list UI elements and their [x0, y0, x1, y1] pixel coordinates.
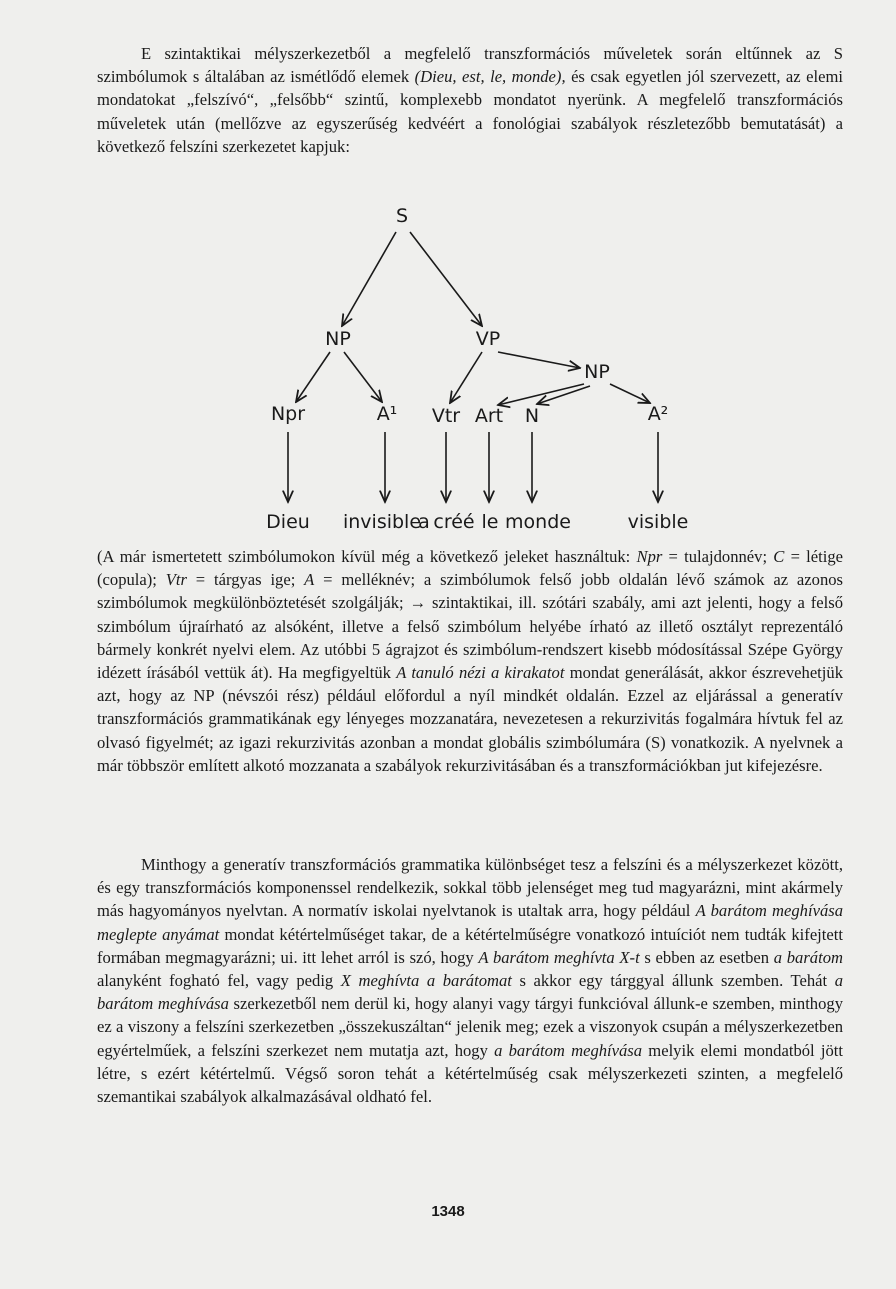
- branch-vp-vtr: [450, 352, 482, 403]
- tree-word-a: a: [418, 511, 430, 533]
- ambiguity-text: szerkezetből nem derül ki, hogy alanyi vagy tárgyi funkcióval állunk-e szemben, minthogy ez a viszony a felszíni szerkezetben „összekuszáltan“ jelenik meg; ezek a viszonyok csupán a mélyszerkezetben egyértelműek, a felszíni szerkezet nem mutatja azt, hogy: [97, 994, 843, 1060]
- symbol-npr: Npr: [636, 547, 663, 566]
- example-phrase: a barátom meghívása: [97, 971, 843, 1014]
- ambiguity-text: melyik elemi mondatból jött létre, s ezért kétértelmű. Végső soron tehát a kétértelműség csak mélyszerkezeti szinten, a megfelelő szemantikai szabályok alkalmazásával oldható fel.: [97, 1040, 843, 1107]
- tree-word-dieu: Dieu: [266, 511, 310, 533]
- symbols-text: (A már ismertetett szimbólumokon kívül még a következő jeleket használtuk:: [97, 547, 637, 566]
- paragraph-ambiguity: [97, 853, 843, 1108]
- tree-node-vp: VP: [475, 328, 501, 350]
- tree-node-art: Art: [474, 405, 504, 427]
- symbols-text: = melléknév; a szimbólumok felső jobb oldalán lévő számok az azonos szimbólumok megkülönböztetését szolgálják; → szintaktikai, ill. szótári szabály, ami azt jelenti, hogy a felső szimbólum újraírható az alsóként, illetve a felső szimbólum helyébe írható az illető osztályt reprezentáló bármely konkrét nyelvi elem. Az utóbbi 5 ágrajzot és szimbólum-rendszert kisebb módosítással Szépe György idézett írásából vettük át). Ha megfigyeltük: [97, 570, 843, 683]
- intro-italic-elements: (Dieu, est, le, monde),: [414, 67, 566, 87]
- tree-node-a2: A²: [647, 403, 669, 425]
- symbols-text: = tulajdonnév;: [662, 547, 774, 566]
- example-sentence: A tanuló nézi a kirakatot: [396, 663, 565, 683]
- tree-word-le: le: [481, 511, 499, 533]
- example-phrase: a barátom: [773, 947, 843, 967]
- example-sentence: A barátom meghívása meglepte anyámat: [97, 901, 843, 944]
- paragraph-symbols: [97, 545, 843, 777]
- example-sentence: X meghívta a barátomat: [340, 971, 512, 991]
- branch-np-a1: [344, 352, 382, 402]
- intro-text-1: E szintaktikai mélyszerkezetből a megfelelő transzformációs műveletek során eltűnnek az S szimbólumok s általában az ismétlődő elemek: [97, 44, 843, 87]
- tree-word-visible: visible: [627, 511, 689, 533]
- tree-node-npr: Npr: [270, 403, 306, 425]
- example-sentence: A barátom meghívta X-t: [478, 947, 640, 967]
- symbols-text: = létige (copula);: [97, 547, 843, 590]
- tree-node-a1: A¹: [376, 403, 398, 425]
- branch-np-a2: [610, 384, 650, 403]
- tree-word-invisible: invisible: [342, 511, 422, 533]
- symbol-vtr: Vtr: [165, 570, 187, 590]
- ambiguity-text: alanyként fogható fel, vagy pedig: [97, 971, 341, 991]
- tree-node-n: N: [524, 405, 540, 427]
- branch-s-np: [342, 232, 396, 326]
- tree-node-np-object: NP: [584, 361, 610, 383]
- syntax-tree-diagram: [240, 190, 720, 540]
- page-number: 1348: [431, 1203, 465, 1220]
- tree-node-np-subject: NP: [325, 328, 351, 350]
- branch-s-vp: [410, 232, 482, 326]
- symbol-c: C: [773, 547, 785, 566]
- paragraph-intro: [97, 42, 843, 158]
- tree-node-vtr: Vtr: [431, 405, 461, 427]
- symbol-a: A: [304, 570, 315, 590]
- branch-np-npr: [296, 352, 330, 402]
- symbols-text: mondat generálását, akkor észrevehetjük azt, hogy az NP (névszói rész) például előfordul a nyíl mindkét oldalán. Ezzel az eljárással a generatív transzformációs grammatikának egy lényeges mozzanatára, nevezetesen a rekurzivitás fogalmára hívtuk fel az olvasó figyelmét; az igazi rekurzivitás azonban a mondat globális szimbólumára (S) vonatkozik. A nyelvnek a már többször említett alkotó mozzanata a szabályok rekurzivitásában és a transzformációkban jut kifejezésre.: [97, 663, 843, 775]
- ambiguity-text: mondat kétértelműséget takar, de a kétértelműségre vonatkozó intuíciót nem tudták kifejtett formában megmagyarázni; ui. itt lehet arról is szó, hogy: [97, 924, 843, 967]
- branch-vp-np: [498, 352, 580, 368]
- symbols-text: = tárgyas ige;: [186, 570, 305, 590]
- tree-word-monde: monde: [505, 511, 571, 533]
- ambiguity-text: Minthogy a generatív transzformációs grammatika különbséget tesz a felszíni és a mélyszerkezet között, és egy transzformációs komponenssel rendelkezik, sokkal több jelenséget meg tud magyarázni, mint akármely más hagyományos nyelvtan. A normatív iskolai nyelvtanok is utaltak arra, hogy például: [97, 855, 843, 921]
- example-phrase: a barátom meghívása: [494, 1040, 643, 1060]
- ambiguity-text: s akkor egy tárggyal állunk szemben. Tehát: [511, 971, 835, 991]
- tree-word-cree: créé: [433, 511, 475, 533]
- ambiguity-text: s ebben az esetben: [639, 947, 774, 967]
- intro-text-2: és csak egyetlen jól szervezett, az elemi mondatokat „felszívó“, „felsőbb“ szintű, komplexebb mondatot nyerünk. A megfelelő transzformációs műveletek után (mellőzve az egyszerűség kedvéért a fonológiai szabályok részletezőbb bemutatását) a következő felszíni szerkezetet kapjuk:: [97, 67, 843, 156]
- tree-node-s: S: [395, 205, 409, 227]
